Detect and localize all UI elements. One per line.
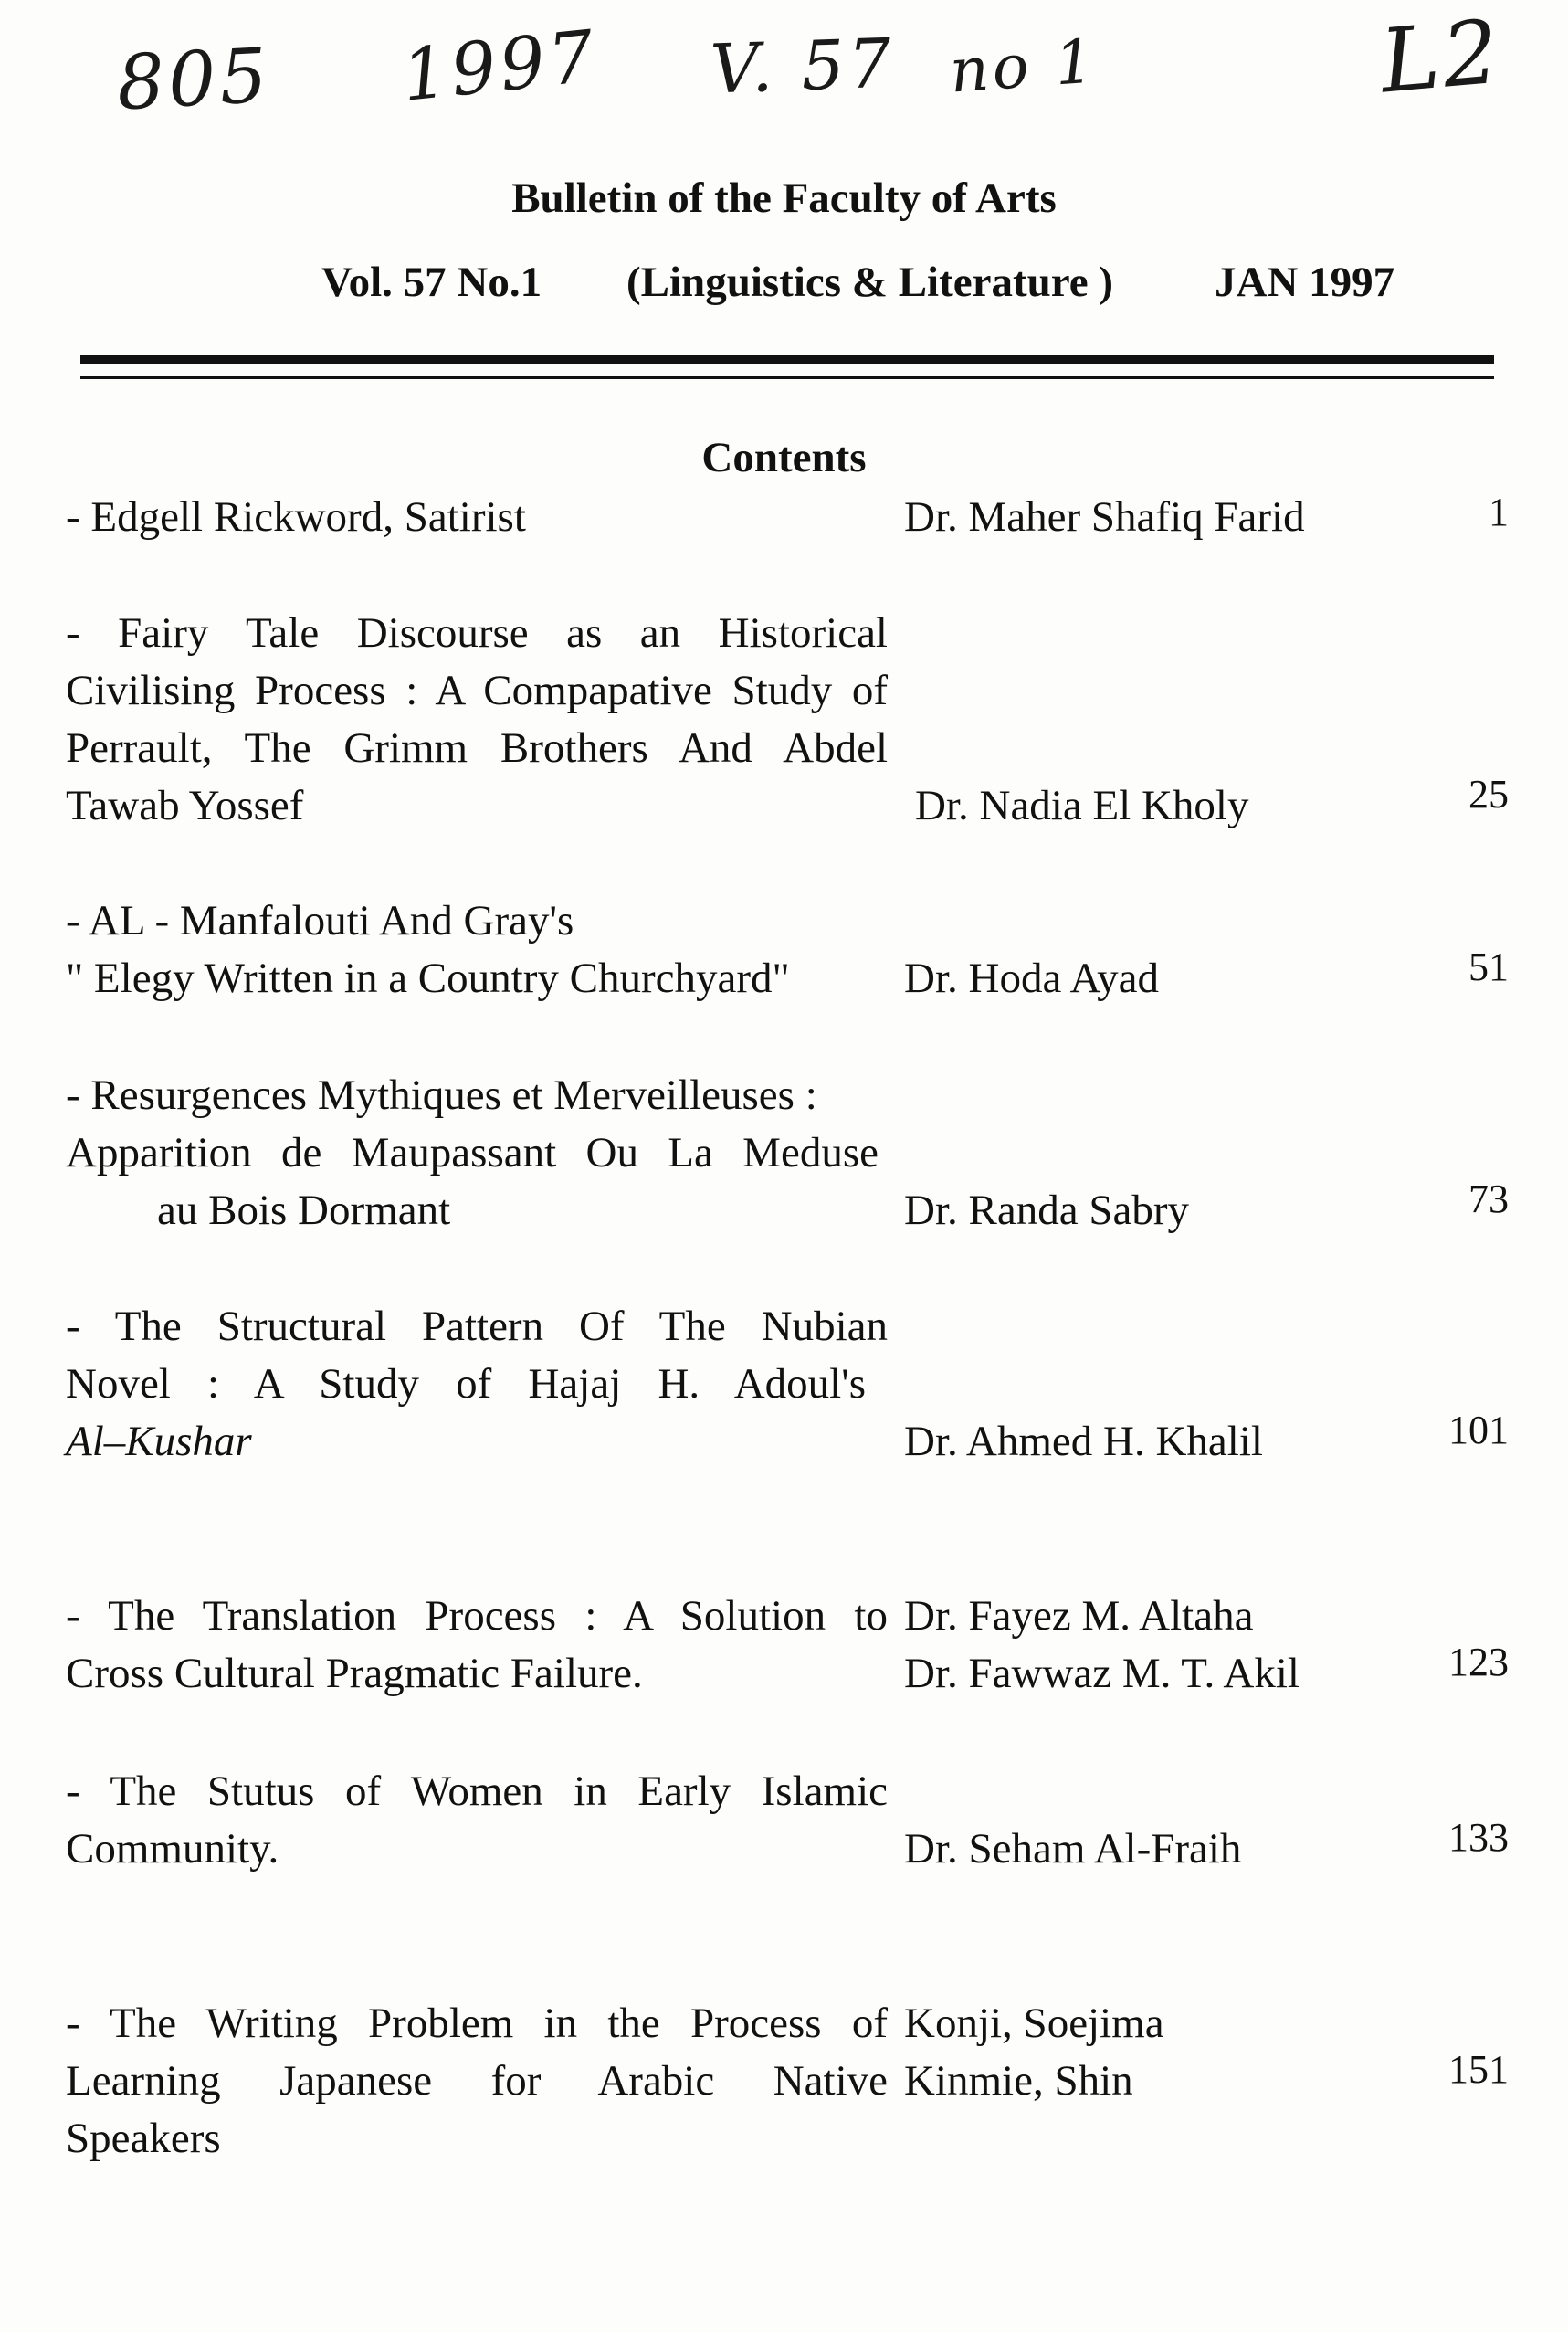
entry-author-line: Dr. Maher Shafiq Farid [904,493,1305,541]
entry-title-line: Tawab Yossef [66,782,304,829]
entry-title [66,489,888,546]
entry-page-number: 51 [1468,944,1509,989]
entry-title-line: Learning Japanese for Arabic Native [66,2057,888,2105]
header-rule-thin [80,376,1494,379]
entry-page-number: 123 [1448,1640,1509,1684]
entry-title-line: - Fairy Tale Discourse as an Historical [66,609,888,657]
header-rule-thick [80,355,1494,364]
journal-title: Bulletin of the Faculty of Arts [511,174,1057,222]
entry-title [66,1067,888,1240]
entry-title [66,1588,888,1703]
entry-author [904,1182,1189,1240]
handwritten-volume: V. 57 [709,24,897,110]
entry-title [66,605,888,835]
entry-page-number: 1 [1489,490,1509,534]
handwritten-year: 1997 [397,16,602,118]
entry-author-line: Dr. Seham Al-Fraih [904,1825,1242,1873]
entry-author [904,489,1305,546]
entry-title-line: - The Writing Problem in the Process of [66,2000,888,2047]
entry-title-italic: Al–Kushar [66,1418,252,1465]
entry-author-line: Dr. Hoda Ayad [904,955,1159,1002]
entry-title-line: - Edgell Rickword, Satirist [66,493,526,541]
entry-title [66,1763,888,1878]
entry-page-number: 73 [1468,1177,1509,1221]
entry-title-line: Speakers [66,2115,221,2162]
entry-author [915,777,1249,835]
handwritten-call-number: 805 [114,32,273,128]
entry-author-line: Konji, Soejima [904,2000,1164,2047]
entry-title-line: Perrault, The Grimm Brothers And Abdel [66,724,888,772]
entry-author-line: Dr. Fayez M. Altaha [904,1592,1254,1640]
entry-title-line: " Elegy Written in a Country Churchyard" [66,955,790,1002]
entry-title-line: Civilising Process : A Compapative Study of [66,667,888,714]
entry-author-line: Dr. Ahmed H. Khalil [904,1418,1263,1465]
entry-title-line: Novel : A Study of Hajaj H. Adoul's [66,1360,866,1408]
entry-author-line: Kinmie, Shin [904,2057,1133,2105]
entry-title-line: - The Translation Process : A Solution to [66,1592,888,1640]
entry-author [904,1588,1300,1703]
volume-issue: Vol. 57 No.1 [321,259,542,306]
entry-author-line: Dr. Nadia El Kholy [915,782,1249,829]
subject-label: (Linguistics & Literature ) [626,259,1114,306]
entry-author [904,1820,1241,1878]
entry-page-number: 151 [1448,2047,1509,2092]
entry-title [66,1995,888,2168]
entry-page-number: 133 [1448,1815,1509,1860]
entry-title-line: Cross Cultural Pragmatic Failure. [66,1650,643,1697]
entry-title [66,1298,888,1471]
entry-title-line: - The Structural Pattern Of The Nubian [66,1303,888,1350]
entry-author [904,1995,1164,2110]
entry-title-line: Community. [66,1825,279,1873]
entry-title-line: - The Stutus of Women in Early Islamic [66,1767,888,1815]
entry-title-line: - Resurgences Mythiques et Merveilleuses : [66,1071,817,1119]
entry-page-number: 101 [1448,1408,1509,1452]
entry-page-number: 25 [1468,772,1509,817]
handwritten-shelf-mark: L2 [1376,0,1507,113]
contents-heading: Contents [701,434,867,481]
entry-title-line: au Bois Dormant [157,1187,451,1234]
entry-title-line: Apparition de Maupassant Ou La Meduse [66,1129,879,1177]
issue-date: JAN 1997 [1215,259,1395,306]
entry-author [904,950,1159,1008]
entry-author-line: Dr. Fawwaz M. T. Akil [904,1650,1300,1697]
entry-author [904,1413,1263,1471]
entry-title-line [66,1413,888,1471]
handwritten-issue-number: no 1 [947,26,1100,107]
entry-title [66,892,888,1008]
entry-title-line: - AL - Manfalouti And Gray's [66,897,574,944]
entry-author-line: Dr. Randa Sabry [904,1187,1189,1234]
